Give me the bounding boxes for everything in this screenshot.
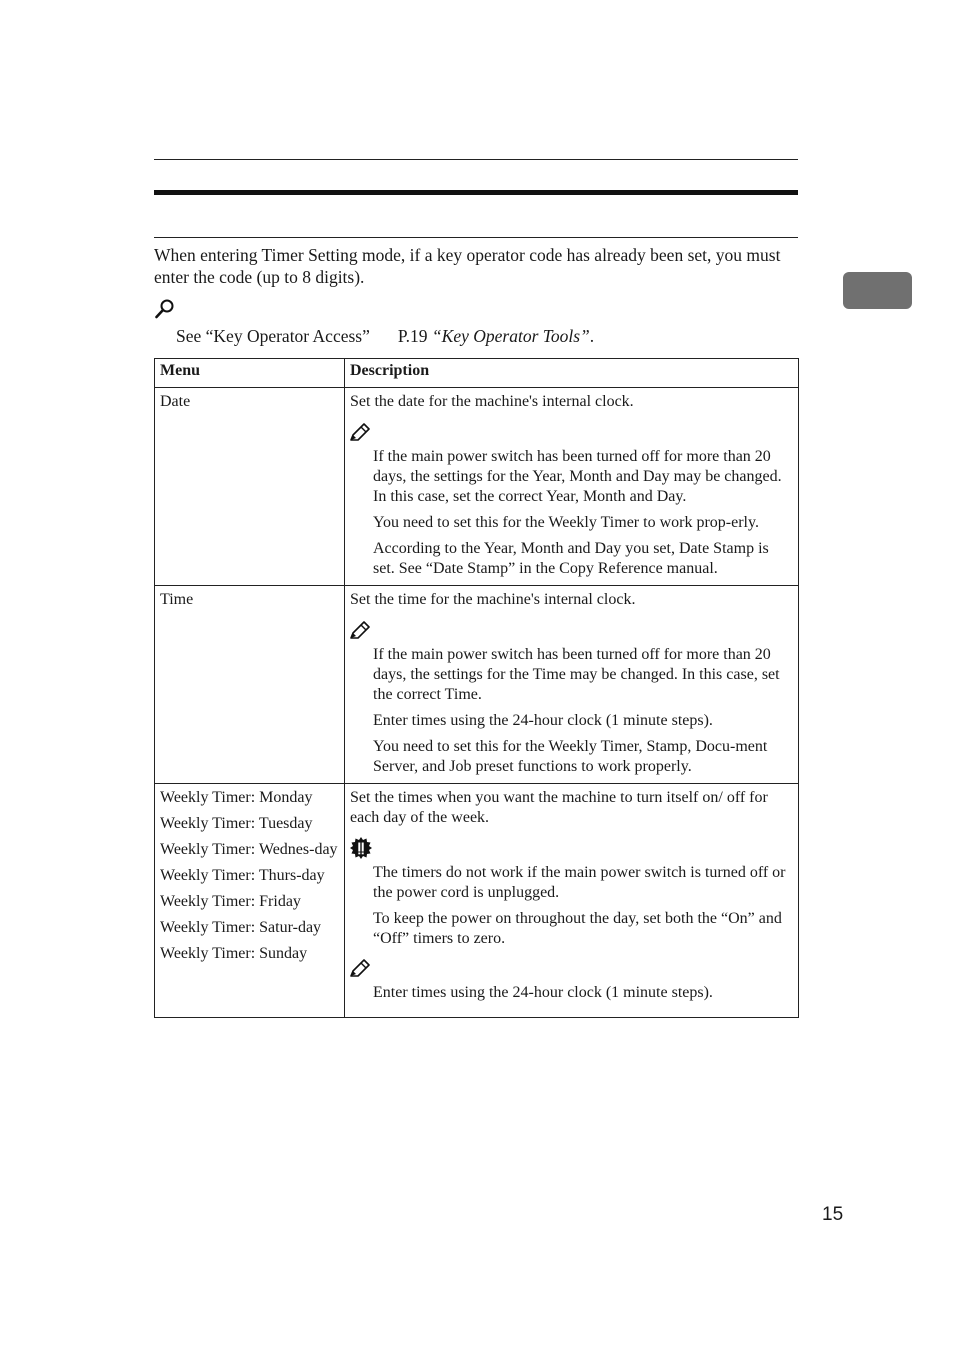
reference-link[interactable]: “Key Operator Tools” — [431, 326, 590, 346]
menu-cell-date: Date — [155, 388, 345, 586]
table-row — [155, 388, 799, 586]
note-paragraph: Enter times using the 24-hour clock (1 minute steps). — [373, 984, 713, 1001]
page-number: 15 — [822, 1204, 844, 1225]
important-paragraph: To keep the power on throughout the day, set both the “On” and “Off” timers to zero. — [373, 910, 782, 947]
header-description: Description — [345, 359, 799, 388]
section-heading-bar — [154, 190, 798, 195]
magnifier-icon — [154, 298, 176, 320]
table-row — [155, 784, 799, 1018]
reference-page[interactable]: P.19 — [397, 326, 428, 346]
timer-settings-table — [154, 358, 799, 1018]
intro-paragraph: When entering Timer Setting mode, if a key operator code has already been set, you must enter the code (up to 8 digits). — [154, 245, 781, 287]
note-paragraph: You need to set this for the Weekly Timer to work prop-erly. — [373, 514, 759, 531]
description-summary: Set the times when you want the machine to turn itself on/ off for each day of the week. — [350, 789, 768, 826]
note-paragraph: If the main power switch has been turned off for more than 20 days, the settings for the Time may be changed. In this case, set the correct Time. — [373, 646, 780, 703]
pencil-note-icon — [350, 423, 370, 441]
note-paragraph: Enter times using the 24-hour clock (1 minute steps). — [373, 712, 713, 729]
pencil-note-icon — [350, 959, 370, 977]
important-badge-icon — [350, 837, 372, 859]
menu-cell-time: Time — [155, 586, 345, 784]
table-row — [155, 586, 799, 784]
important-paragraph: The timers do not work if the main power switch is turned off or the power cord is unplugged. — [373, 864, 786, 901]
description-cell-time — [345, 586, 799, 784]
menu-item-tuesday: Weekly Timer: Tuesday — [160, 815, 313, 832]
note-paragraph: If the main power switch has been turned off for more than 20 days, the settings for the Year, Month and Day may be changed. In this case, set the correct Year, Month and Day. — [373, 448, 782, 505]
description-cell-date — [345, 388, 799, 586]
header-menu: Menu — [155, 359, 345, 388]
chapter-tab — [843, 272, 912, 309]
menu-item-thursday: Weekly Timer: Thurs-day — [160, 867, 325, 884]
note-paragraph: You need to set this for the Weekly Timer, Stamp, Docu-ment Server, and Job preset functions to work properly. — [373, 738, 768, 775]
menu-item-saturday: Weekly Timer: Satur-day — [160, 919, 322, 936]
note-paragraph: According to the Year, Month and Day you set, Date Stamp is set. See “Date Stamp” in the Copy Reference manual. — [373, 540, 769, 577]
table-header-row — [155, 359, 799, 388]
menu-cell-weekly — [155, 784, 345, 1018]
pencil-note-icon — [350, 621, 370, 639]
reference-text: See “Key Operator Access” — [176, 326, 370, 346]
menu-item-wednesday: Weekly Timer: Wednes-day — [160, 841, 338, 858]
top-rule — [154, 159, 798, 160]
description-summary: Set the date for the machine's internal clock. — [350, 393, 634, 410]
menu-item-sunday: Weekly Timer: Sunday — [160, 945, 308, 962]
reference-line: See “Key Operator Access” P.19 “Key Operator Tools”. — [176, 326, 595, 346]
section-rule — [154, 237, 798, 238]
description-summary: Set the time for the machine's internal clock. — [350, 591, 636, 608]
menu-item-friday: Weekly Timer: Friday — [160, 893, 301, 910]
menu-item-monday: Weekly Timer: Monday — [160, 789, 313, 806]
description-cell-weekly — [345, 784, 799, 1018]
